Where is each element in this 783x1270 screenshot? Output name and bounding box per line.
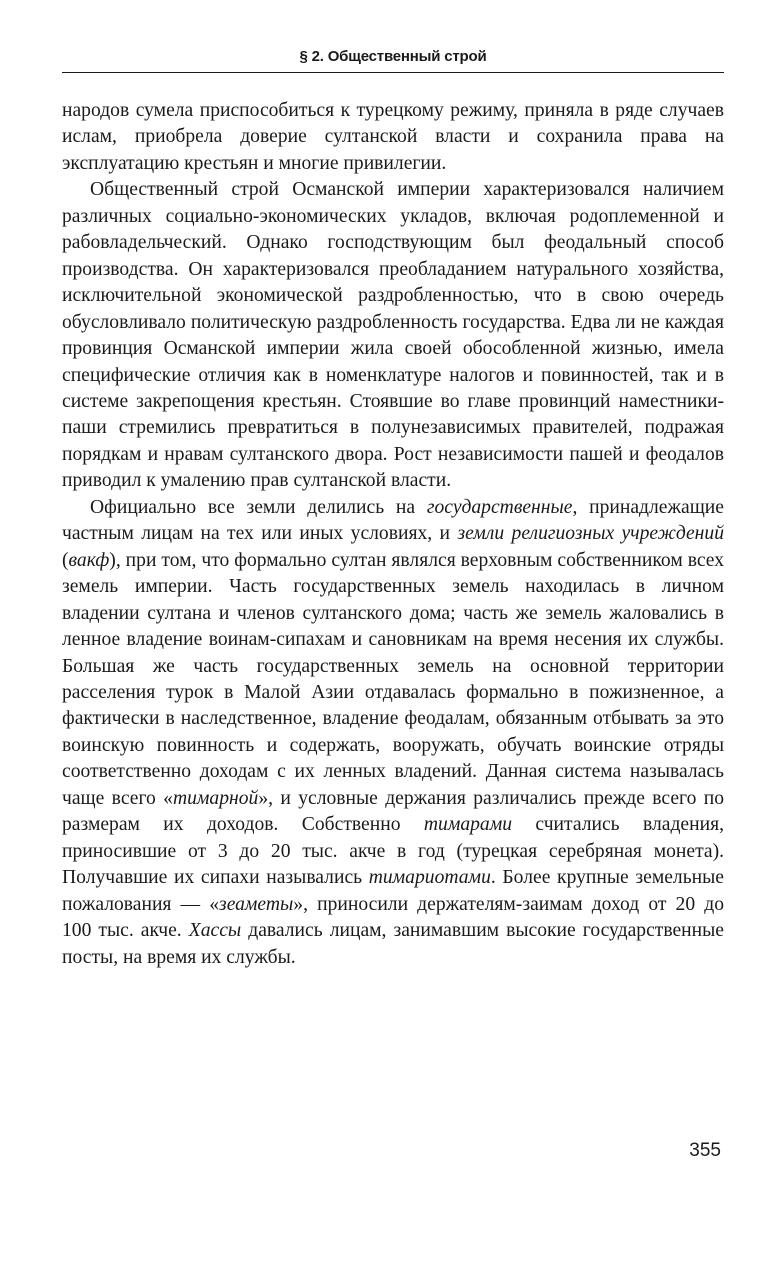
text-run: . Более крупные земельные пожалования — « — [62, 867, 724, 915]
italic-term: тимарной — [172, 787, 259, 809]
text-run: народов сумела приспособиться к турецкому режиму, приняла в ряде случаев ислам, приобрела доверие султанской власти и сохранила права на эксплуатацию крестьян и многие привилегии. — [62, 100, 724, 174]
italic-term: вакф — [68, 549, 110, 571]
text-run: ), при том, что формально султан являлся верховным собственником всех земель империи. Часть государственных земель находилась в личном владении султана и членов султанского дома; часть же земель жаловались в ленное владение воинам-сипахам и сановникам на время несения их службы. Большая же часть государственных земель на основной территории расселения турок в Малой Азии отдавалась формально в пожизненное, а фактически в наследственное, владение феодалам, обязанным отбывать за это воинскую повинность и содержать, вооружать, обучать воинские отряды соответственно доходам с их ленных владений. Данная система называлась чаще всего « — [62, 549, 724, 809]
italic-term: Хассы — [188, 920, 242, 942]
paragraph — [62, 177, 724, 494]
header-rule — [62, 72, 724, 73]
text-run: Официально все земли делились на — [90, 496, 427, 518]
italic-term: зеаметы — [219, 893, 294, 915]
body-text — [62, 98, 724, 971]
running-head: § 2. Общественный строй — [299, 48, 487, 65]
italic-term: тимариотами — [368, 867, 491, 889]
italic-term: государственные — [426, 496, 573, 518]
italic-term: тимарами — [423, 814, 513, 836]
text-run: », приносили держателям-заимам доход от 20 до 100 тыс. акче. — [62, 893, 724, 942]
page-number: 355 — [689, 1140, 721, 1161]
text-run: Общественный строй Османской империи характеризовался наличием различных социально-экономических укладов, включая родоплеменной и рабовладельческий. Однако господствующим был феодальный способ производства. Он характеризовался преобладанием натурального хозяйства, исключительной экономической раздробленностью, что в свою очередь обусловливало политическую раздробленность государства. Едва ли не каждая провинция Османской империи жила своей обособленной жизнью, имела специфические отличия как в номенклатуре налогов и повинностей, так и в системе закрепощения крестьян. Стоявшие во главе провинций наместники-паши стремились превратиться в полунезависимых правителей, подражая порядкам и нравам султанского двора. Рост независимости пашей и феодалов приводил к умалению прав султанской власти. — [62, 179, 724, 492]
text-run: ( — [62, 549, 69, 571]
text-run: давались лицам, занимавшим высокие государственные посты, на время их службы. — [62, 920, 724, 968]
text-run: считались владения, приносившие от 3 до 20 тыс. акче в год (турецкая серебряная монета). Получавшие их сипахи назывались — [62, 814, 724, 889]
paragraph — [62, 98, 724, 177]
italic-term: земли религиозных учреждений — [457, 523, 724, 545]
text-run: », и условные держания различались прежде всего по размерам их доходов. Собственно — [62, 787, 724, 836]
paragraph — [62, 495, 724, 971]
text-run: , принадлежащие частным лицам на тех или иных условиях, и — [62, 496, 724, 545]
